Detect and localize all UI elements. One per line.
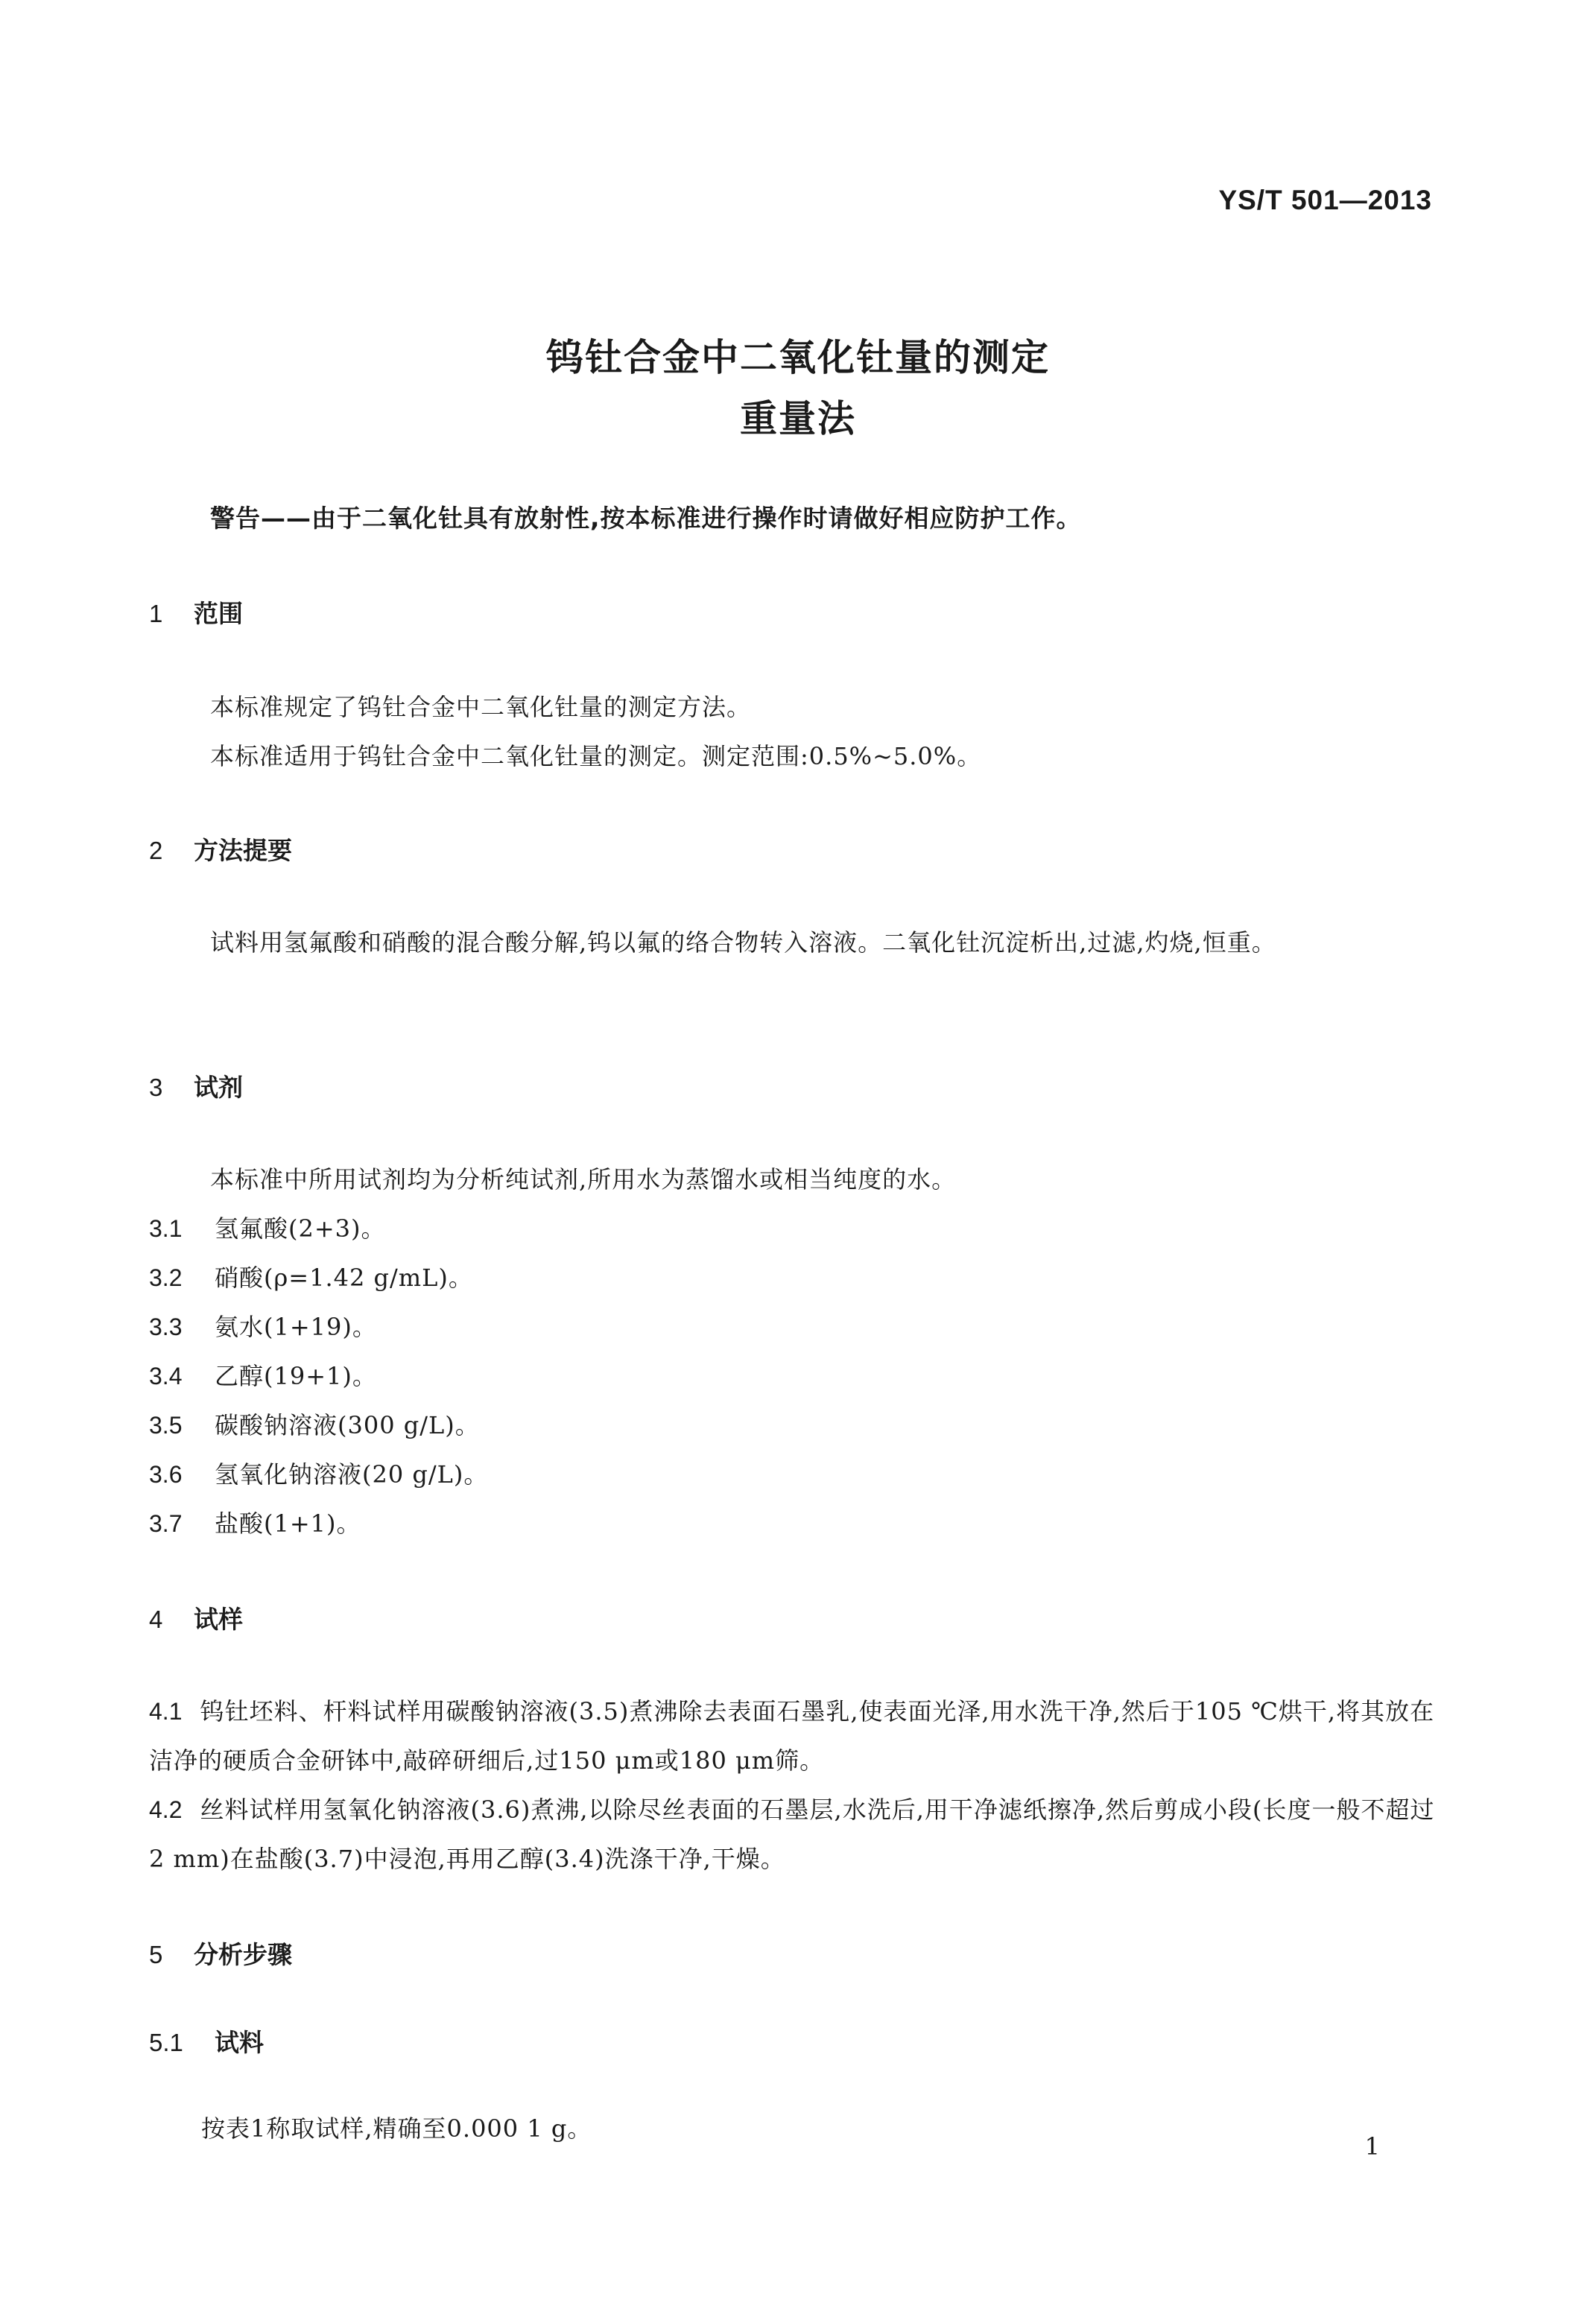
test-portion-paragraph: 按表1称取试样,精确至0.000 1 g。 [201, 2114, 592, 2143]
section-number: 4 [149, 1606, 163, 1633]
section-heading-procedure [149, 1936, 292, 1971]
item-text: 氢氧化钠溶液(20 g/L)。 [215, 1460, 489, 1489]
reagents-intro: 本标准中所用试剂均为分析纯试剂,所用水为蒸馏水或相当纯度的水。 [210, 1165, 957, 1194]
scope-paragraph: 本标准适用于钨钍合金中二氧化钍量的测定。测定范围:0.5%~5.0%。 [210, 742, 982, 770]
item-text: 盐酸(1+1)。 [215, 1509, 361, 1538]
warning-note: 警告——由于二氧化钍具有放射性,按本标准进行操作时请做好相应防护工作。 [210, 504, 1082, 533]
item-number: 3.5 [149, 1412, 183, 1439]
document-subtitle: 重量法 [740, 397, 856, 440]
item-text: 乙醇(19+1)。 [215, 1362, 377, 1390]
section-number: 3 [149, 1074, 163, 1101]
item-number: 3.4 [149, 1363, 183, 1389]
sample-item [149, 1785, 1445, 1883]
item-text: 硝酸(ρ=1.42 g/mL)。 [215, 1264, 473, 1292]
reagent-item [149, 1259, 473, 1293]
subsection-title: 试料 [215, 2028, 264, 2057]
page-number: 1 [1364, 2132, 1380, 2161]
item-text: 碳酸钠溶液(300 g/L)。 [215, 1411, 480, 1439]
section-number: 2 [149, 837, 163, 864]
section-title: 分析步骤 [194, 1940, 292, 1969]
section-heading-principle [149, 831, 292, 866]
item-text: 钨钍坯料、杆料试样用碳酸钠溶液(3.5)煮沸除去表面石墨乳,使表面光泽,用水洗干净,然后于105 ℃烘干,将其放在洁净的硬质合金研钵中,敲碎研细后,过150 μm或180 μm筛。 [149, 1697, 1435, 1775]
reagent-item [149, 1407, 480, 1441]
item-number: 3.6 [149, 1461, 183, 1488]
reagent-item [149, 1210, 386, 1244]
item-text: 丝料试样用氢氧化钠溶液(3.6)煮沸,以除尽丝表面的石墨层,水洗后,用干净滤纸擦净,然后剪成小段(长度一般不超过2 mm)在盐酸(3.7)中浸泡,再用乙醇(3.4)洗涤干净,干燥。 [149, 1796, 1435, 1873]
section-heading-scope [149, 595, 243, 630]
sample-item [149, 1687, 1445, 1785]
item-number: 3.3 [149, 1313, 183, 1340]
item-text: 氨水(1+19)。 [215, 1313, 377, 1341]
section-number: 1 [149, 600, 163, 627]
section-title: 试剂 [194, 1073, 243, 1102]
section-title: 试样 [194, 1605, 243, 1634]
subsection-heading-test-portion [149, 2023, 264, 2059]
item-number: 4.1 [149, 1698, 183, 1725]
item-text: 氢氟酸(2+3)。 [215, 1214, 386, 1243]
item-number: 3.1 [149, 1215, 183, 1242]
reagent-item [149, 1505, 361, 1539]
document-title: 钨钍合金中二氧化钍量的测定 [546, 336, 1050, 379]
item-number: 3.7 [149, 1510, 183, 1537]
reagent-item [149, 1456, 488, 1490]
principle-paragraph: 试料用氢氟酸和硝酸的混合酸分解,钨以氟的络合物转入溶液。二氧化钍沉淀析出,过滤,灼烧,恒重。 [210, 928, 1276, 957]
reagent-item [149, 1308, 377, 1343]
item-number: 4.2 [149, 1796, 183, 1823]
scope-paragraph: 本标准规定了钨钍合金中二氧化钍量的测定方法。 [210, 693, 752, 721]
item-number: 3.2 [149, 1264, 183, 1291]
section-heading-sample [149, 1600, 243, 1635]
section-title: 范围 [194, 599, 243, 628]
subsection-number: 5.1 [149, 2029, 183, 2056]
section-heading-reagents [149, 1068, 243, 1103]
section-title: 方法提要 [194, 836, 292, 865]
reagent-item [149, 1357, 377, 1392]
standard-code: YS/T 501—2013 [1218, 185, 1432, 215]
section-number: 5 [149, 1941, 163, 1968]
